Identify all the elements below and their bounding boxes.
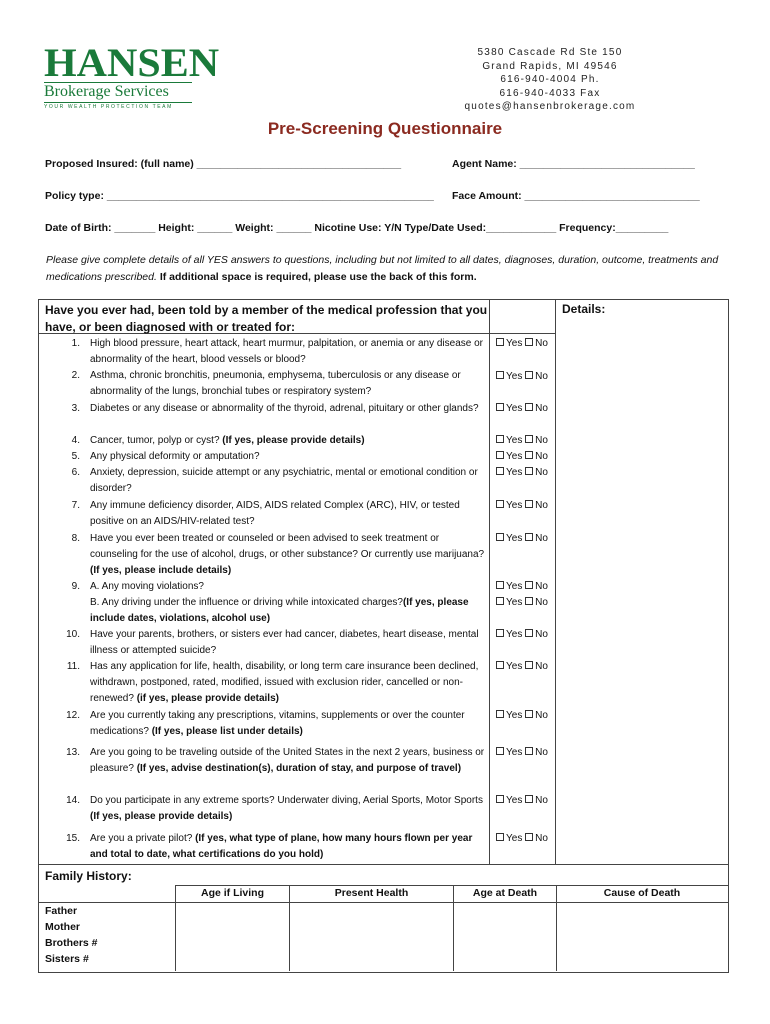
address-line1: 5380 Cascade Rd Ste 150	[477, 47, 623, 58]
yes-no-checkbox[interactable]: Yes No	[496, 793, 548, 809]
question-text: Are you a private pilot? (If yes, what type of plane, how many hours flown per year and total to date, what certifications do you hold)	[90, 833, 473, 860]
column-header: Cause of Death	[603, 887, 681, 899]
question-text: Any physical deformity or amputation?	[90, 451, 260, 462]
yes-no-checkbox[interactable]: Yes No	[496, 831, 548, 847]
family-row-label: Brothers #	[45, 937, 98, 949]
policy-type-field[interactable]: Policy type: ________________________________________________________	[45, 190, 434, 202]
question-number: 12.	[66, 710, 80, 721]
yes-no-checkbox[interactable]: Yes No	[496, 745, 548, 761]
question-number: 7.	[71, 500, 80, 511]
question-number: 3.	[71, 403, 80, 414]
question-text: Any immune deficiency disorder, AIDS, AIDS related Complex (ARC), HIV, or tested positive on an AIDS/HIV-related test?	[90, 500, 460, 527]
yes-no-checkbox[interactable]: Yes No	[496, 708, 548, 724]
question-number: 10.	[66, 629, 80, 640]
question-number: 11.	[66, 661, 80, 672]
yes-no-checkbox[interactable]: Yes No	[496, 433, 548, 449]
question-text: Has any application for life, health, disability, or long term care insurance been declined, withdrawn, postponed, rated, modified, issued with exclusion rider, cancelled or non-renewed? (if yes, please provide details)	[90, 661, 479, 704]
question-text: Asthma, chronic bronchitis, pneumonia, emphysema, tuberculosis or any disease or abnormality of the lungs, bronchial tubes or respiratory system?	[90, 370, 461, 397]
column-header: Age at Death	[472, 887, 538, 899]
table-divider	[175, 885, 728, 886]
address-email: quotes@hansenbrokerage.com	[464, 101, 636, 112]
company-logo	[44, 40, 220, 110]
company-address	[440, 46, 660, 114]
yes-no-checkbox[interactable]: Yes No	[496, 579, 548, 595]
instructions	[46, 252, 736, 286]
question-text: High blood pressure, heart attack, heart murmur, palpitation, or anemia or any disease or abnormality of the heart, blood vessels or blood?	[90, 338, 483, 365]
questions-header: Have you ever had, been told by a member of the medical profession that you have, or been diagnosed with or treated for:	[45, 303, 488, 334]
yes-no-checkbox[interactable]: Yes No	[496, 627, 548, 643]
question-number: 15.	[66, 833, 80, 844]
yes-no-checkbox[interactable]: Yes No	[496, 369, 548, 385]
yes-no-checkbox[interactable]: Yes No	[496, 531, 548, 547]
family-row-label: Father	[45, 905, 78, 917]
yes-no-checkbox[interactable]: Yes No	[496, 498, 548, 514]
table-divider	[555, 299, 556, 864]
page-title: Pre-Screening Questionnaire	[267, 119, 503, 138]
question-text: Are you currently taking any prescriptions, vitamins, supplements or over the counter medications? (If yes, please list under details)	[90, 710, 465, 737]
yes-no-checkbox[interactable]: Yes No	[496, 659, 548, 675]
family-row-label: Mother	[45, 921, 80, 933]
question-text: Cancer, tumor, polyp or cyst? (If yes, please provide details)	[90, 435, 365, 446]
question-number: 4.	[71, 435, 80, 446]
question-text: Anxiety, depression, suicide attempt or any psychiatric, mental or emotional condition or disorder?	[90, 467, 478, 494]
table-divider	[38, 864, 728, 865]
question-text: Have you ever been treated or counseled or been advised to seek treatment or counseling for the use of alcohol, drugs, or other substance? Or currently use marijuana? (If yes, please include details)	[90, 533, 485, 576]
question-number: 8.	[71, 533, 80, 544]
question-number: 2.	[71, 370, 80, 381]
column-header: Age if Living	[201, 887, 264, 899]
logo-name: HANSEN	[44, 40, 220, 85]
agent-name-field[interactable]: Agent Name: ______________________________	[452, 158, 695, 170]
proposed-insured-field[interactable]: Proposed Insured: (full name) ___________________________________	[45, 158, 402, 170]
table-divider	[489, 333, 490, 864]
question-text: Are you going to be traveling outside of the United States in the next 2 years, business or pleasure? (If yes, advise destination(s), duration of stay, and purpose of travel)	[90, 747, 485, 774]
question-number: 1.	[71, 338, 80, 349]
address-phone: 616-940-4004 Ph.	[500, 74, 600, 85]
family-row-label: Sisters #	[45, 953, 89, 965]
yes-no-checkbox[interactable]: Yes No	[496, 465, 548, 481]
logo-tagline: YOUR WEALTH PROTECTION TEAM	[44, 102, 192, 110]
question-number: 14.	[66, 795, 80, 806]
address-fax: 616-940-4033 Fax	[499, 87, 601, 99]
instructions-bold: If additional space is required, please use the back of this form.	[159, 271, 477, 283]
question-number: 9.	[71, 581, 80, 592]
question-number: 13.	[66, 747, 80, 758]
dob-height-weight-field[interactable]: Date of Birth: _______ Height: ______ Weight: ______ Nicotine Use: Y/N Type/Date Used:____________ Frequency:_________	[45, 222, 669, 234]
logo-subtitle: Brokerage Services	[44, 82, 192, 100]
yes-no-checkbox[interactable]: Yes No	[496, 401, 548, 417]
family-history-title: Family History:	[45, 869, 132, 883]
question-text: Diabetes or any disease or abnormality of the thyroid, adrenal, pituitary or other glands?	[90, 403, 479, 414]
question-number: 5.	[71, 451, 80, 462]
question-text: Do you participate in any extreme sports? Underwater diving, Aerial Sports, Motor Sports (If yes, please provide details)	[90, 795, 483, 822]
instructions-italic: Please give complete details of all YES answers to questions, including but not limited to all dates, diagnoses, duration, outcome, treatments and medications prescribed.	[46, 254, 719, 283]
yes-no-checkbox[interactable]: Yes No	[496, 449, 548, 465]
address-line2: Grand Rapids, MI 49546	[482, 60, 618, 72]
table-divider	[38, 902, 728, 903]
face-amount-field[interactable]: Face Amount: ______________________________	[452, 190, 700, 202]
details-header: Details:	[562, 302, 606, 316]
yes-no-checkbox[interactable]: Yes No	[496, 336, 548, 352]
question-text: A. Any moving violations? B. Any driving under the influence or driving while intoxicated charges?(If yes, please include dates, violations, alcohol use)	[90, 581, 469, 624]
yes-no-checkbox[interactable]: Yes No	[496, 595, 548, 611]
question-text: Have your parents, brothers, or sisters ever had cancer, diabetes, heart disease, mental illness or attempted suicide?	[90, 629, 479, 656]
question-number: 6.	[71, 467, 80, 478]
column-header: Present Health	[334, 887, 409, 899]
